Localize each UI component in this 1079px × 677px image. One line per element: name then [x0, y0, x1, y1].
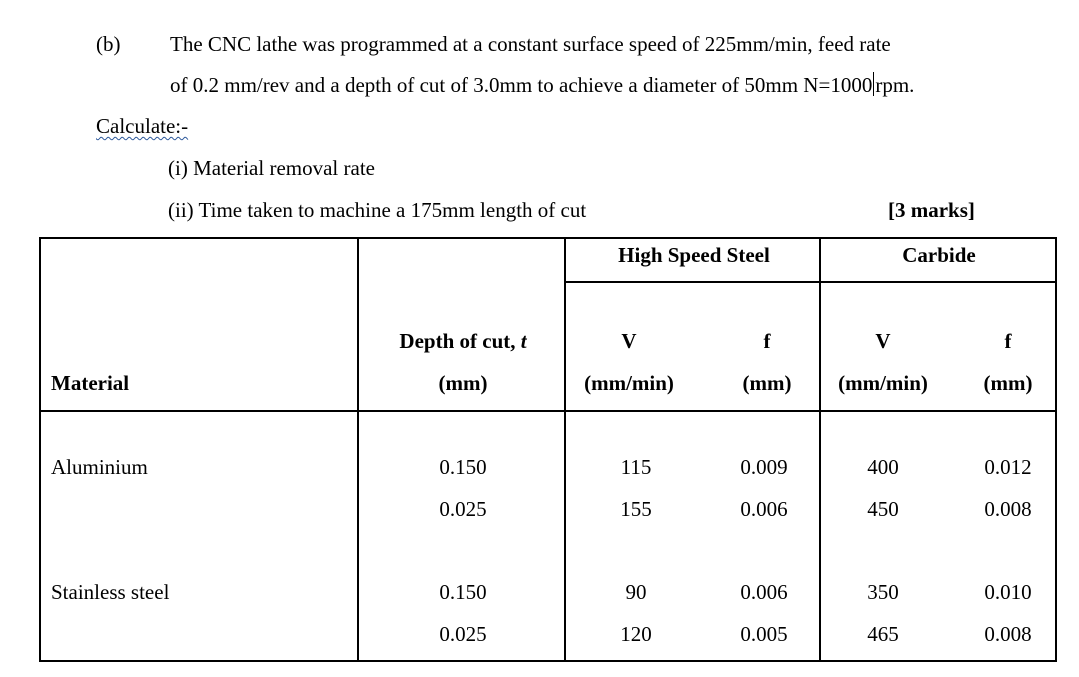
table-cell: 0.150 [439, 455, 487, 479]
header-material: Material [51, 371, 130, 395]
header-hss-v: V [621, 329, 637, 353]
depth-column [358, 411, 565, 661]
table-cell: 0.009 [740, 455, 788, 479]
table-cell: 155 [620, 497, 652, 521]
table-cell: 0.012 [984, 455, 1032, 479]
question-line-2 [170, 72, 914, 98]
header-depth-unit: (mm) [438, 371, 488, 395]
depth-variable-t: t [520, 329, 527, 353]
table-cell: 0.025 [439, 497, 487, 521]
question-item-i: (i) Material removal rate [168, 156, 375, 180]
header-hss-f: f [763, 329, 771, 353]
question-part-label: (b) [96, 32, 121, 56]
header-carbide-v-unit: (mm/min) [838, 371, 928, 395]
header-carbide-v: V [875, 329, 891, 353]
table-cell: 0.006 [740, 580, 788, 604]
question-line-1: The CNC lathe was programmed at a constant surface speed of 225mm/min, feed rate [170, 32, 891, 56]
header-carbide-f-unit: (mm) [983, 371, 1033, 395]
header-hss-group: High Speed Steel [618, 243, 770, 267]
header-carbide-group-cell [820, 238, 1056, 282]
calculate-label: Calculate:- [96, 114, 189, 138]
table-cell: 90 [625, 580, 647, 604]
hss-values-column [565, 411, 820, 661]
marks-label: [3 marks] [888, 198, 975, 222]
table-cell: 0.006 [740, 497, 788, 521]
header-hss-group-cell [565, 238, 820, 282]
table-cell: 465 [867, 622, 899, 646]
header-depth-line1 [399, 329, 526, 354]
table-cell: 115 [620, 455, 652, 479]
question-item-ii: (ii) Time taken to machine a 175mm length of cut [168, 198, 587, 222]
header-carbide-group: Carbide [902, 243, 976, 267]
cutting-data-table [39, 237, 1057, 662]
header-carbide-f: f [1004, 329, 1012, 353]
table-cell: 0.150 [439, 580, 487, 604]
header-material-cell [40, 238, 358, 411]
header-depth-text: Depth of cut, t [399, 329, 527, 353]
table-cell: 350 [867, 580, 899, 604]
table-cell: 0.008 [984, 622, 1032, 646]
table-cell: 0.010 [984, 580, 1032, 604]
header-depth-cell [358, 238, 565, 411]
header-carbide-subcols-cell [820, 282, 1056, 411]
header-hss-v-unit: (mm/min) [584, 371, 674, 395]
question-line-2-unit: rpm. [875, 73, 915, 97]
table-cell: 450 [867, 497, 899, 521]
material-aluminium: Aluminium [51, 455, 148, 479]
table-cell: 0.005 [740, 622, 788, 646]
table-cell: 0.008 [984, 497, 1032, 521]
table-cell: 400 [867, 455, 899, 479]
material-column [40, 411, 358, 661]
table-cell: 120 [620, 622, 652, 646]
carbide-values-column [820, 411, 1056, 661]
material-stainless-steel: Stainless steel [51, 580, 170, 604]
question-line-2-text: of 0.2 mm/rev and a depth of cut of 3.0mm to achieve a diameter of 50mm N=1000 [170, 73, 873, 97]
header-hss-subcols-cell [565, 282, 820, 411]
table-cell: 0.025 [439, 622, 487, 646]
header-hss-f-unit: (mm) [742, 371, 792, 395]
